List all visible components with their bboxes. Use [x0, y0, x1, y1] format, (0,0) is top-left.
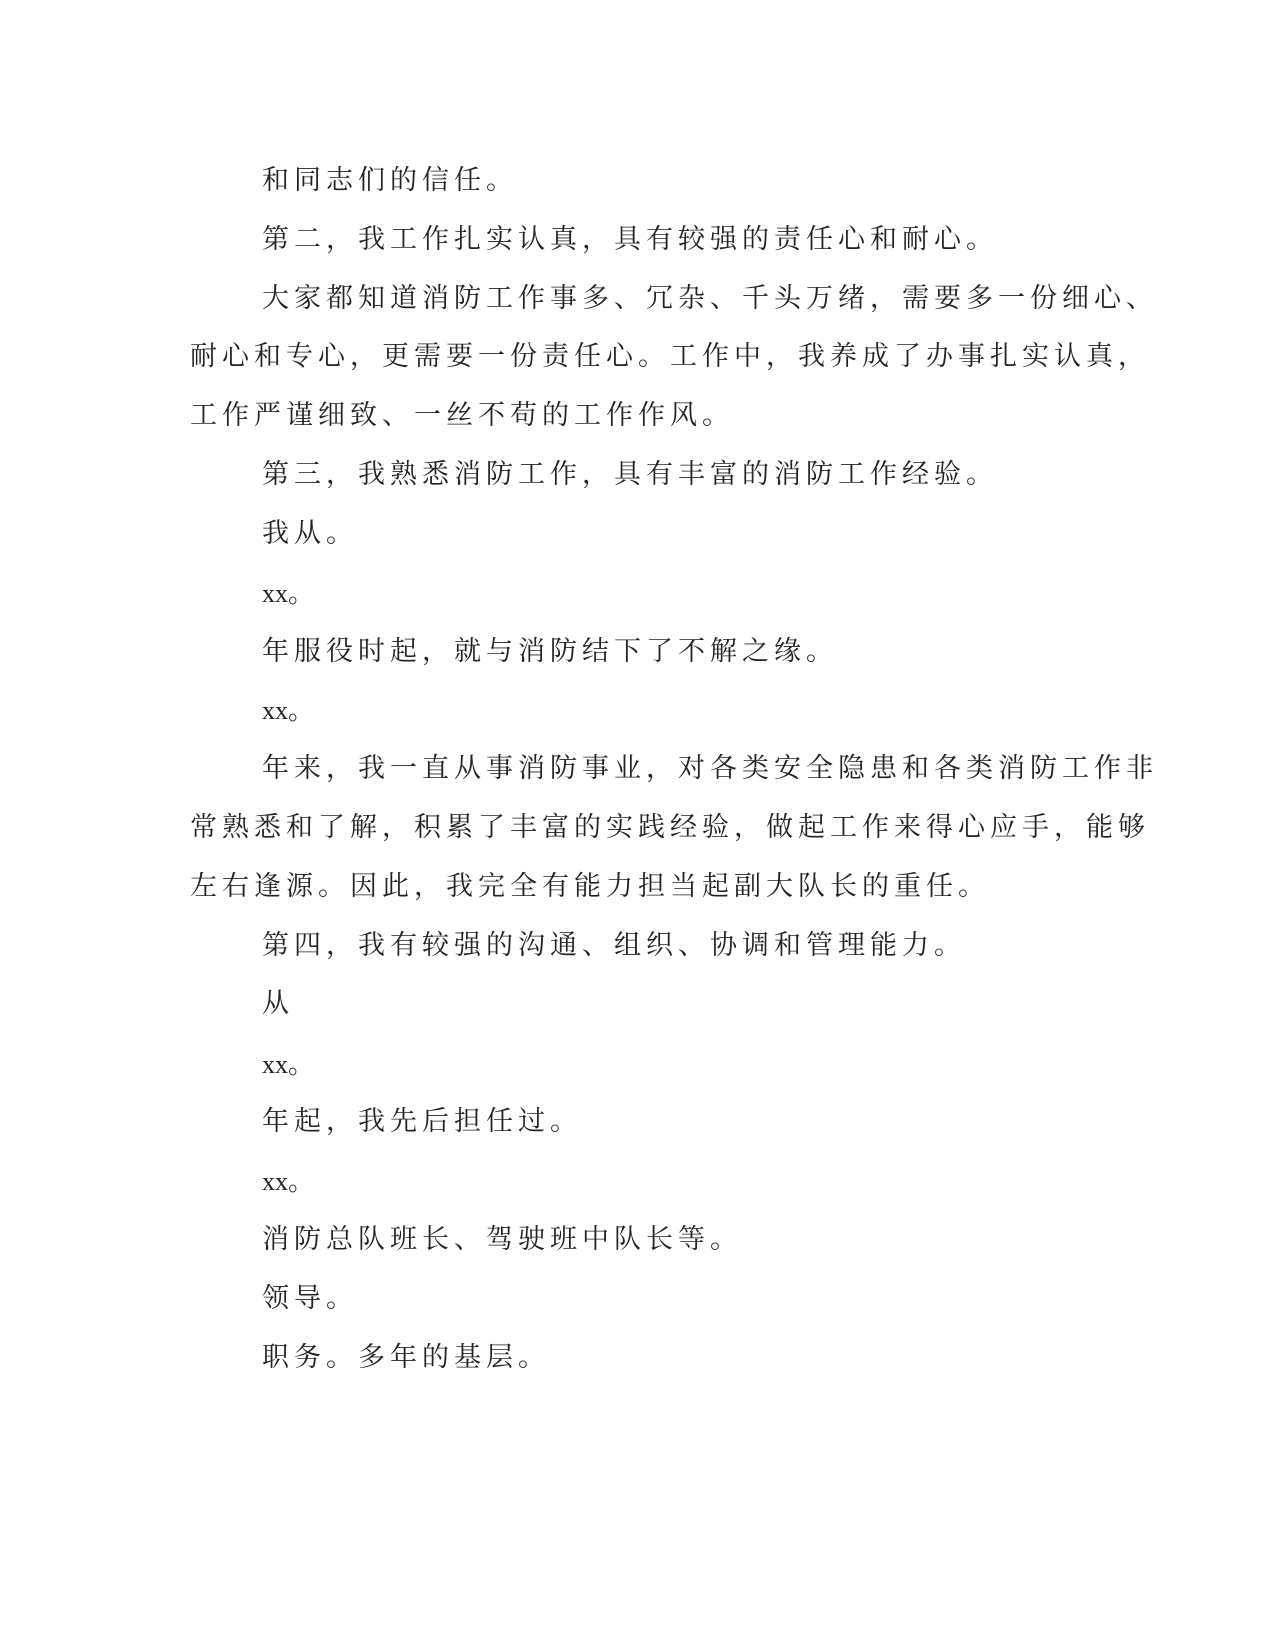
text-line: 大家都知道消防工作事多、冗杂、千头万绪，需要多一份细心、	[262, 283, 1158, 314]
text-line: 第四，我有较强的沟通、组织、协调和管理能力。	[262, 930, 966, 961]
text-line: xx。	[262, 1050, 315, 1079]
text-line: 年服役时起，就与消防结下了不解之缘。	[262, 636, 838, 667]
text-line: 耐心和专心，更需要一份责任心。工作中，我养成了办事扎实认真，	[190, 341, 1150, 372]
text-line: xx。	[262, 579, 315, 608]
text-line: 领导。	[262, 1283, 358, 1314]
text-line: 左右逢源。因此，我完全有能力担当起副大队长的重任。	[190, 871, 990, 902]
text-line: 工作严谨细致、一丝不苟的工作作风。	[190, 400, 734, 431]
text-line: 第三，我熟悉消防工作，具有丰富的消防工作经验。	[262, 459, 998, 490]
text-line: 年来，我一直从事消防事业，对各类安全隐患和各类消防工作非	[262, 753, 1158, 784]
text-line: xx。	[262, 1167, 315, 1196]
text-line: 职务。多年的基层。	[262, 1342, 550, 1373]
text-line: 和同志们的信任。	[262, 165, 518, 196]
text-line: 从	[262, 988, 294, 1019]
text-line: 常熟悉和了解，积累了丰富的实践经验，做起工作来得心应手，能够	[190, 812, 1150, 843]
text-line: xx。	[262, 696, 315, 725]
text-line: 第二，我工作扎实认真，具有较强的责任心和耐心。	[262, 224, 998, 255]
text-line: 年起，我先后担任过。	[262, 1106, 582, 1137]
text-line: 我从。	[262, 518, 358, 549]
text-line: 消防总队班长、驾驶班中队长等。	[262, 1224, 742, 1255]
